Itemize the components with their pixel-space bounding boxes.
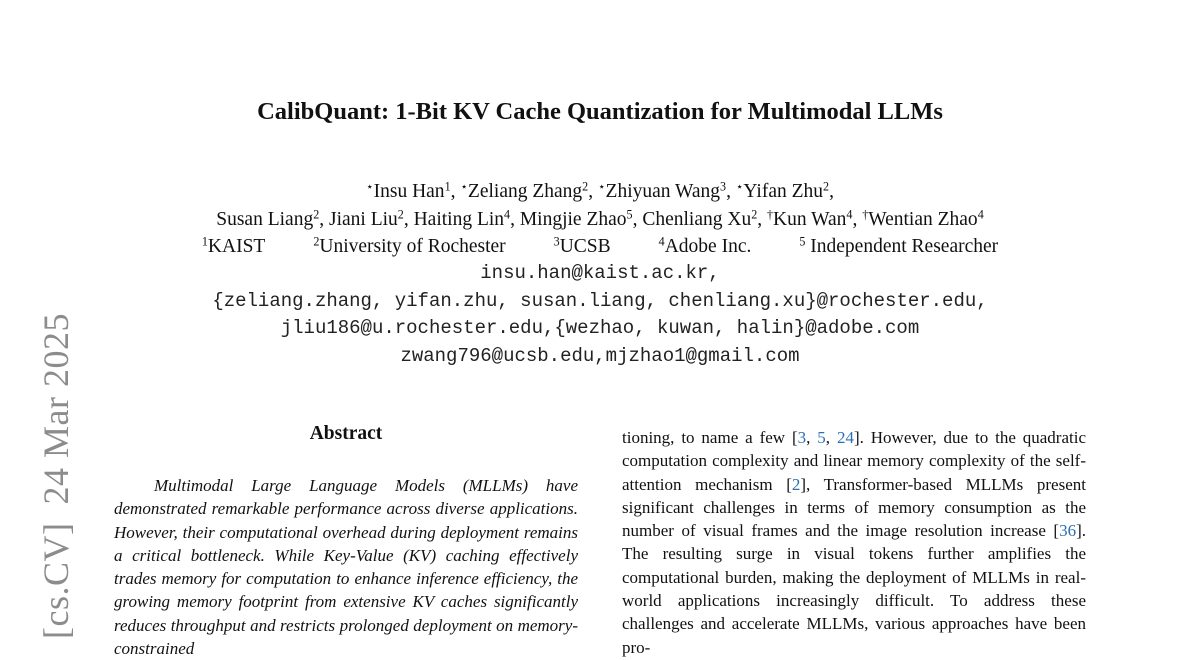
author-name: Susan Liang — [216, 208, 314, 230]
citation-link: 24 — [836, 428, 854, 447]
author-entry — [862, 206, 984, 230]
author-name: Jiani Liu — [329, 208, 398, 230]
affiliation-name: UCSB — [559, 236, 611, 257]
affiliation-list — [100, 233, 1100, 260]
arxiv-category: [cs.CV] — [36, 522, 76, 639]
author-name: Insu Han — [373, 181, 445, 202]
author-separator: , — [510, 208, 520, 230]
author-mark: † — [767, 206, 774, 221]
body-text: ], Transformer-based MLLMs present significant challenges in terms of memory consumption as the number of visual frames and the image resolution increase [ — [622, 474, 1086, 541]
author-mark: † — [862, 206, 869, 221]
author-separator: , — [319, 208, 329, 230]
affiliation-item — [799, 233, 998, 260]
author-separator: , — [632, 208, 643, 230]
author-affiliation-number: 4 — [846, 206, 853, 221]
author-affiliation-number: 1 — [444, 179, 451, 194]
affiliation-item — [659, 233, 752, 260]
author-entry — [736, 181, 834, 202]
affiliation-number: 3 — [553, 234, 560, 249]
author-separator: , — [829, 181, 834, 202]
body-text: , — [806, 428, 818, 447]
author-line-2 — [90, 206, 1110, 234]
arxiv-side-stamp — [35, 313, 77, 639]
intro-column — [622, 426, 1086, 659]
affiliation-number: 1 — [201, 234, 208, 249]
abstract-body: Multimodal Large Language Models (MLLMs) have demonstrated remarkable performance across diverse applications. However, their computational overhead during deployment remains a critical bottleneck. While Key-Value (KV) caching effectively trades memory for computation to enhance inference efficiency, the growing memory footprint from extensive KV caches significantly reduces throughput and restricts prolonged deployment on memory-constrained — [114, 476, 578, 659]
affiliation-name: University of Rochester — [319, 236, 506, 257]
affiliation-name: Adobe Inc. — [664, 236, 752, 257]
email-line: {zeliang.zhang, yifan.zhu, susan.liang, chenliang.xu}@rochester.edu, — [212, 289, 988, 312]
author-name: Zeliang Zhang — [467, 181, 583, 202]
author-name: Chenliang Xu — [642, 208, 752, 230]
affiliation-number: 5 — [799, 234, 806, 249]
author-name: Mingjie Zhao — [519, 208, 627, 230]
author-separator: , — [588, 181, 598, 202]
affiliation-number: 2 — [313, 234, 320, 249]
citation-link: 3 — [797, 428, 807, 447]
author-affiliation-number: 2 — [823, 179, 830, 194]
body-text: tioning, to name a few [ — [622, 428, 798, 447]
email-line: insu.han@kaist.ac.kr, — [480, 262, 720, 284]
author-affiliation-number: 2 — [397, 206, 404, 221]
arxiv-date: 24 Mar 2025 — [36, 313, 76, 505]
affiliation-number: 4 — [658, 234, 665, 249]
email-list — [80, 260, 1120, 370]
author-affiliation-number: 3 — [720, 179, 727, 194]
author-separator: , — [726, 181, 736, 202]
author-entry — [216, 206, 329, 230]
affiliation-item — [313, 233, 505, 260]
author-name: Haiting Lin — [413, 208, 505, 230]
author-separator: , — [757, 208, 767, 230]
author-entry — [642, 206, 767, 230]
author-separator: , — [852, 208, 863, 230]
author-affiliation-number: 5 — [626, 206, 633, 221]
author-entry — [413, 206, 520, 230]
author-mark: ⋆ — [597, 179, 606, 194]
author-mark: ⋆ — [460, 179, 468, 194]
citation-link: 2 — [791, 474, 801, 494]
author-line-1 — [90, 178, 1110, 206]
author-entry — [598, 181, 736, 202]
author-name: Zhiyuan Wang — [605, 181, 721, 202]
affiliation-item — [202, 233, 265, 260]
author-name: Kun Wan — [773, 208, 847, 230]
author-name: Wentian Zhao — [868, 208, 978, 230]
author-entry — [366, 181, 460, 202]
abstract-heading: Abstract — [309, 423, 383, 444]
author-affiliation-number: 4 — [977, 206, 984, 221]
affiliation-name: KAIST — [207, 236, 266, 257]
author-name: Yifan Zhu — [743, 181, 824, 202]
author-entry — [519, 206, 643, 230]
author-affiliation-number: 2 — [582, 179, 589, 194]
author-affiliation-number: 2 — [751, 206, 758, 221]
author-affiliation-number: 2 — [313, 206, 320, 221]
author-mark: ⋆ — [366, 179, 374, 194]
citation-link: 5 — [817, 428, 826, 447]
author-separator: , — [403, 208, 414, 230]
author-entry — [460, 181, 598, 202]
affiliation-name: Independent Researcher — [805, 236, 999, 257]
author-separator: , — [450, 181, 461, 202]
author-list — [90, 178, 1110, 233]
citation-link: 36 — [1059, 521, 1077, 541]
author-entry — [767, 206, 863, 230]
body-text: , — [825, 428, 837, 447]
author-mark: ⋆ — [735, 179, 744, 194]
affiliation-item — [554, 233, 611, 260]
email-line: jliu186@u.rochester.edu,{wezhao, kuwan, halin}@adobe.com — [280, 317, 920, 339]
body-text: ]. The resulting surge in visual tokens further amplifies the computational burden, making the deployment of MLLMs in real-world applications increasingly difficult. To address these challenges and accelerate MLLMs, various approaches have been pro- — [622, 521, 1086, 657]
email-line: zwang796@ucsb.edu,mjzhao1@gmail.com — [400, 344, 800, 367]
author-entry — [329, 206, 414, 230]
author-affiliation-number: 4 — [504, 206, 511, 221]
body-text: ]. However, due to the quadratic computation complexity and linear memory complexity of the self-attention mechanism [ — [622, 428, 1087, 494]
paper-title: CalibQuant: 1-Bit KV Cache Quantization for Multimodal LLMs — [257, 98, 943, 125]
